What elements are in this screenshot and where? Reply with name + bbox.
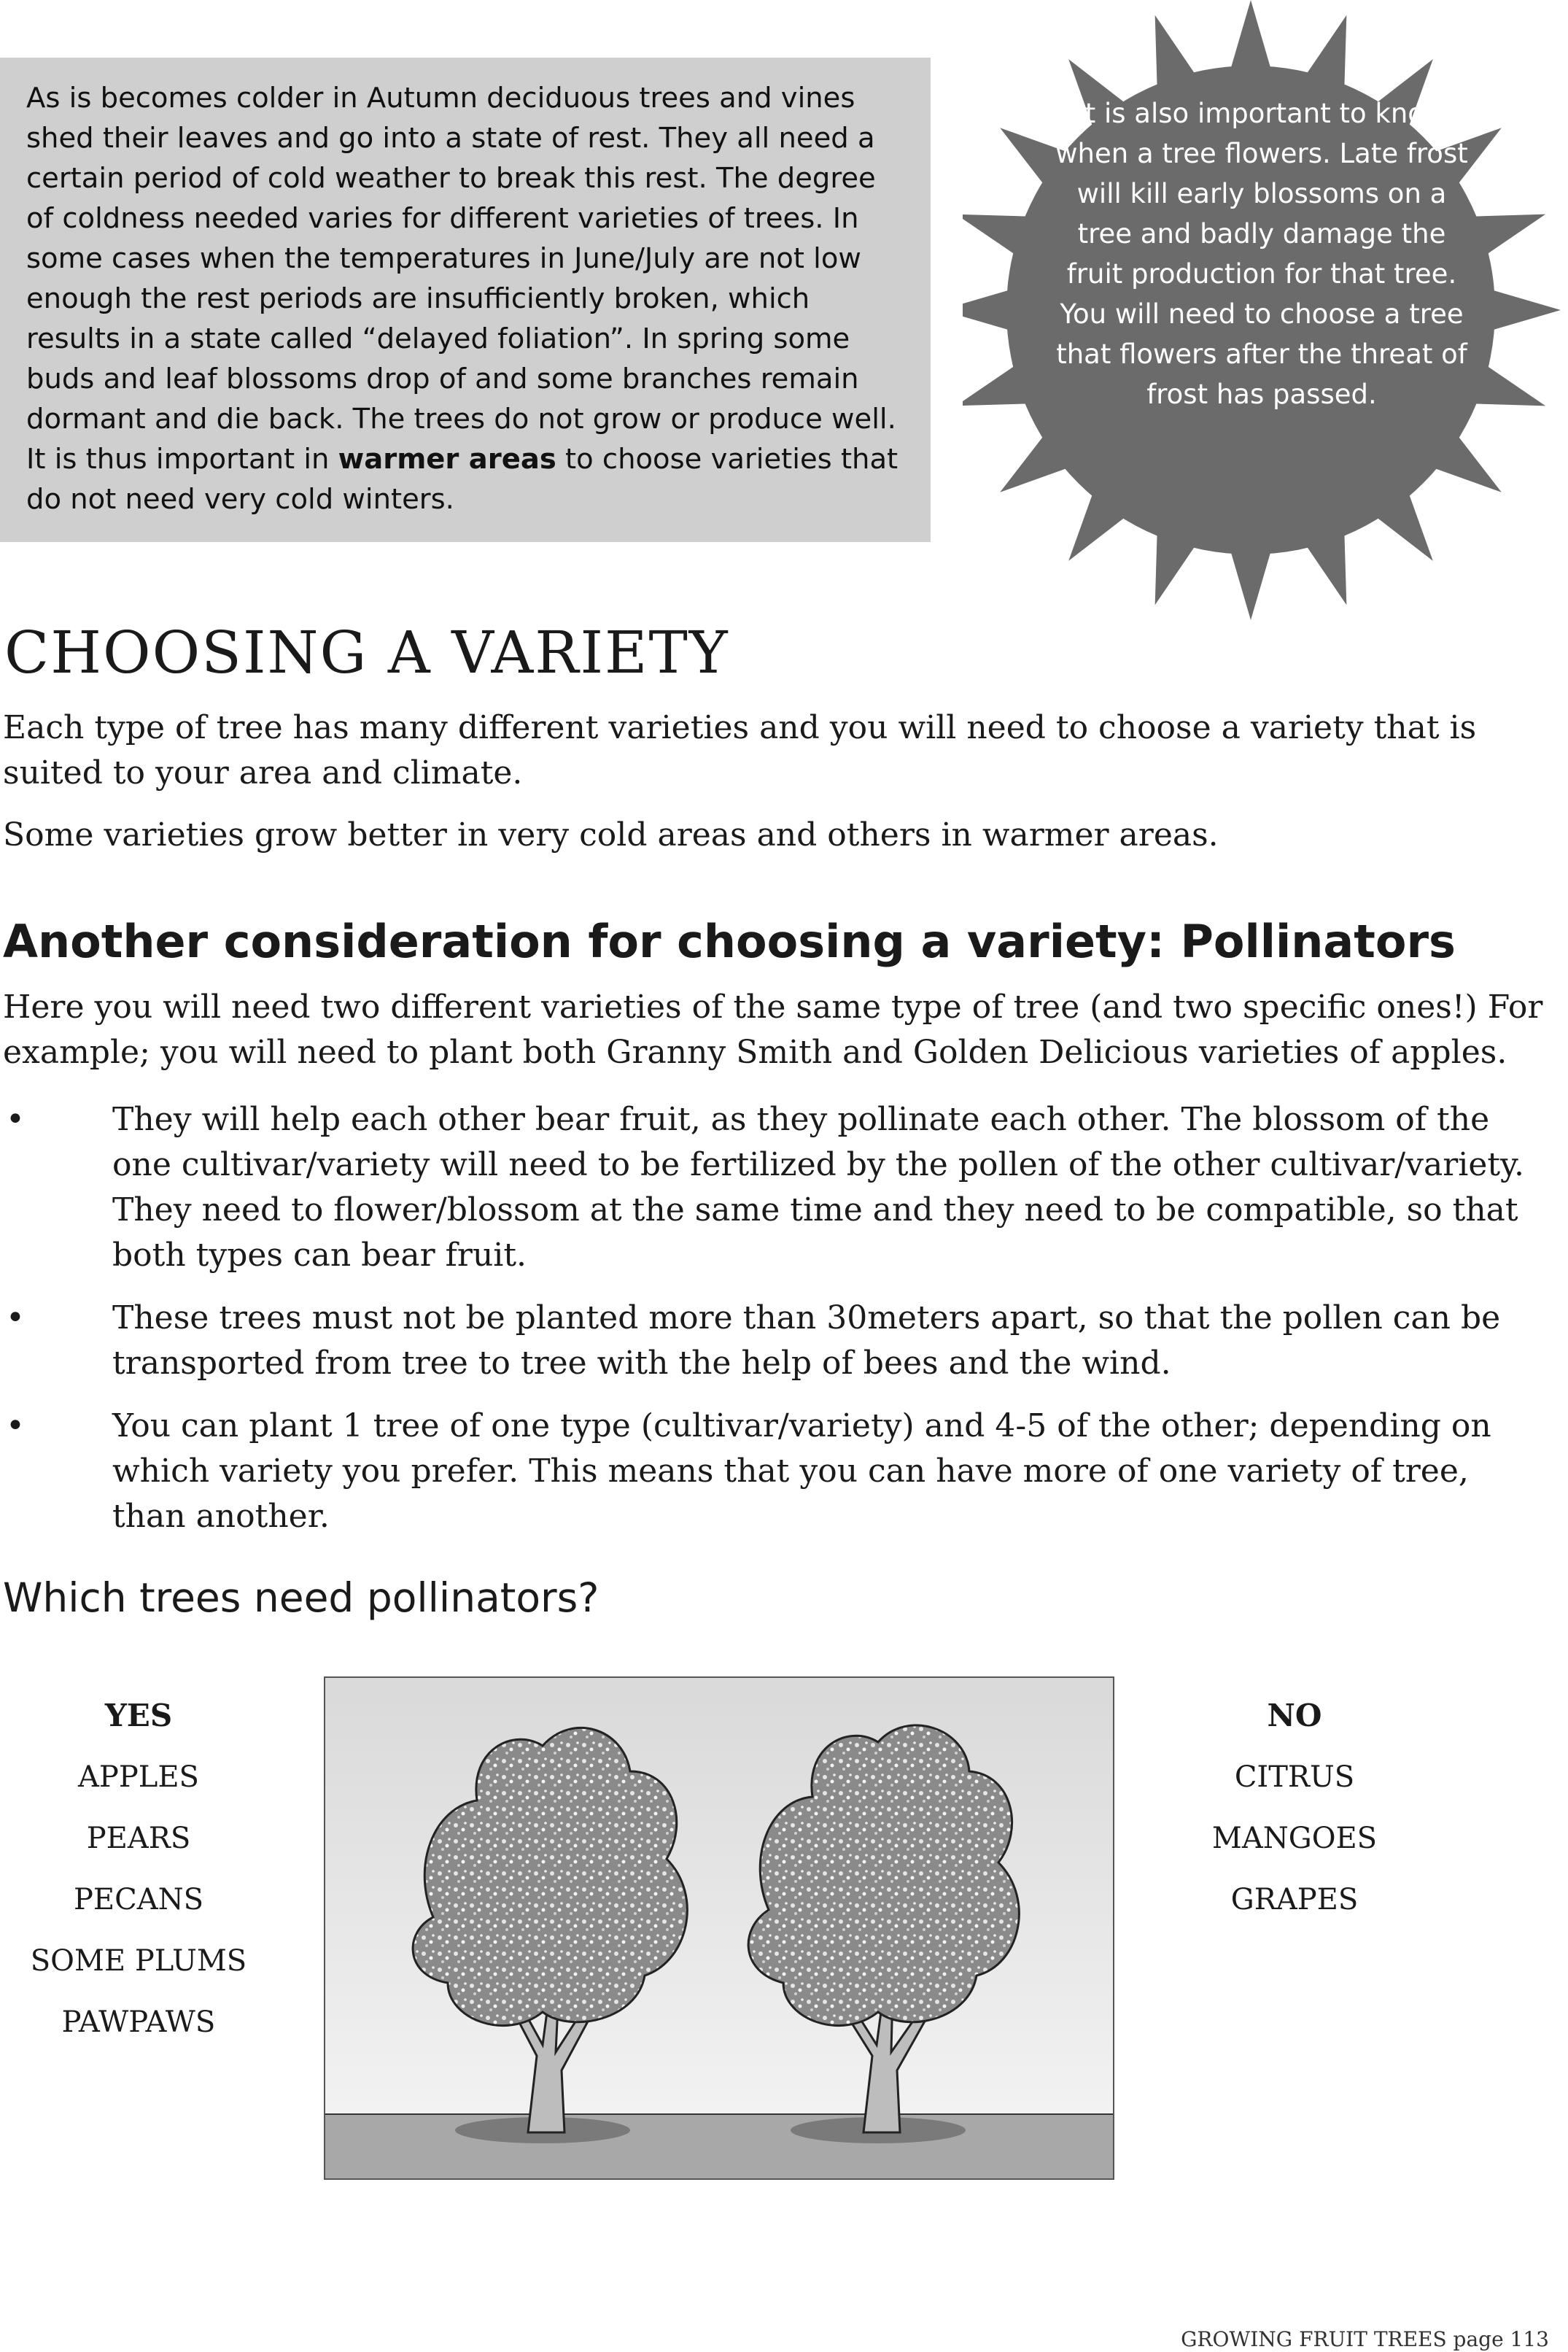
- bullet-symbol: •: [6, 1299, 25, 1336]
- pollinators-intro-paragraph: Here you will need two different varieties of the same type of tree (and two specific ones!) For example; you will need to plant both Granny Smith and Golden Delicious varieties of apples.: [3, 989, 1543, 1071]
- bullet-text: You can plant 1 tree of one type (cultivar/variety) and 4-5 of the other; depending on which variety you prefer. This means that you can have more of one variety of tree, than another.: [112, 1407, 1491, 1535]
- no-column: [1185, 1685, 1404, 1930]
- bullet-symbol: •: [6, 1407, 25, 1444]
- no-label: NO: [1267, 1698, 1322, 1733]
- frost-callout-text: It is also important to know when a tree flowers. Late frost will kill early blossoms on a tree and badly damage the fruit production for that tree. You will need to choose a tree that flowers after the threat of frost has passed.: [1055, 98, 1468, 410]
- list-item: GRAPES: [1230, 1883, 1359, 1916]
- variety-climate-paragraph: Some varieties grow better in very cold areas and others in warmer areas.: [3, 816, 1219, 854]
- list-item: PECANS: [73, 1883, 203, 1916]
- page-footer: GROWING FRUIT TREES page 113: [1181, 2327, 1549, 2351]
- bullet-symbol: •: [6, 1101, 25, 1138]
- list-item: CITRUS: [1234, 1760, 1355, 1794]
- list-item: PEARS: [86, 1822, 191, 1855]
- info-box-bold: warmer areas: [338, 443, 556, 476]
- list-item: APPLES: [78, 1760, 199, 1794]
- section-title: CHOOSING A VARIETY: [4, 619, 729, 686]
- info-box-text-before: As is becomes colder in Autumn deciduous trees and vines shed their leaves and go into a state of rest. They all need a certain period of cold weather to break this rest. The degree of coldness needed varies for different varieties of trees. In some cases when the temperatures in June/July are not low enough the rest periods are insufficiently broken, which results in a state called “delayed foliation”. In spring some buds and leaf blossoms drop of and some branches remain dormant and die back. The trees do not grow or produce well. It is thus important in: [26, 82, 896, 476]
- which-trees-heading: Which trees need pollinators?: [3, 1574, 599, 1621]
- bullet-text: These trees must not be planted more than 30meters apart, so that the pollen can be transported from tree to tree with the help of bees and the wind.: [112, 1299, 1501, 1382]
- two-fruit-trees-illustration: [324, 1676, 1114, 2180]
- yes-label: YES: [104, 1698, 173, 1733]
- pollinators-heading: Another consideration for choosing a variety: Pollinators: [3, 915, 1456, 968]
- list-item: MANGOES: [1211, 1822, 1378, 1855]
- cold-rest-info-box: [0, 58, 931, 542]
- bullet-text: They will help each other bear fruit, as they pollinate each other. The blossom of the one cultivar/variety will need to be fertilized by the pollen of the other cultivar/variety. They need to flower/blossom at the same time and they need to be compatible, so that both types can bear fruit.: [112, 1101, 1525, 1274]
- info-box-text-after: to choose varieties that do not need very cold winters.: [26, 443, 899, 516]
- list-item: PAWPAWS: [61, 2005, 216, 2039]
- yes-column: [29, 1685, 248, 2053]
- list-item: SOME PLUMS: [30, 1944, 247, 1978]
- variety-intro-paragraph: Each type of tree has many different varieties and you will need to choose a variety that is suited to your area and climate.: [3, 709, 1477, 792]
